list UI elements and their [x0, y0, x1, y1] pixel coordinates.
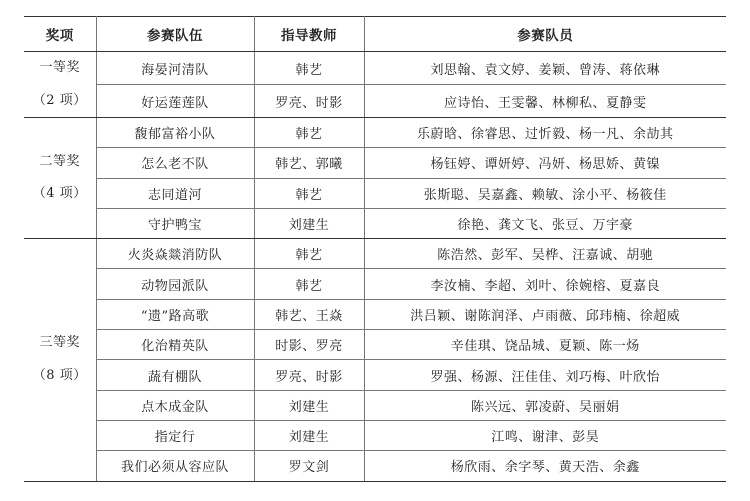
team-name: 怎么老不队: [96, 148, 254, 178]
member-list: 徐艳、龚文飞、张豆、万宇豪: [364, 208, 726, 238]
table-row: [24, 178, 726, 208]
teacher-name: 罗亮、时影: [254, 360, 364, 390]
header-team: 参赛队伍: [96, 17, 254, 52]
table-row: [24, 360, 726, 390]
member-list: 杨欣雨、余字琴、黄天浩、余鑫: [364, 451, 726, 481]
team-name: “遗”路高歌: [96, 299, 254, 329]
teacher-name: 韩艺: [254, 269, 364, 299]
member-list: 江鸣、谢津、彭昊: [364, 420, 726, 450]
teacher-name: 韩艺: [254, 239, 364, 269]
table-row: [24, 451, 726, 481]
team-name: 点木成金队: [96, 390, 254, 420]
member-list: 应诗怡、王雯馨、林柳私、夏静雯: [364, 85, 726, 118]
table-row: [24, 390, 726, 420]
member-list: 杨钰婷、谭妍婷、冯妍、杨思娇、黄镍: [364, 148, 726, 178]
member-list: 陈兴远、郭凌蔚、吴丽娟: [364, 390, 726, 420]
teacher-name: 时影、罗亮: [254, 330, 364, 360]
awards-table-container: [24, 16, 726, 482]
member-list: 陈浩然、彭军、吴桦、汪嘉诚、胡驰: [364, 239, 726, 269]
award-count: （8 项）: [32, 367, 87, 383]
team-name: 我们必须从容应队: [96, 451, 254, 481]
awards-table: [24, 16, 726, 482]
award-name: 一等奖: [39, 60, 80, 75]
teacher-name: 韩艺: [254, 52, 364, 85]
member-list: 刘思翰、袁文婷、姜颖、曾涛、蒋依琳: [364, 52, 726, 85]
award-name: 三等奖: [39, 335, 80, 351]
member-list: 李汝楠、李超、刘叶、徐婉榕、夏嘉良: [364, 269, 726, 299]
member-list: 罗强、杨源、汪佳佳、刘巧梅、叶欣怡: [364, 360, 726, 390]
table-row: [24, 208, 726, 238]
table-row: [24, 239, 726, 269]
member-list: 辛佳琪、饶品城、夏颖、陈一炀: [364, 330, 726, 360]
member-list: 乐蔚晗、徐睿思、过忻毅、杨一凡、余劼其: [364, 118, 726, 148]
award-count: （4 项）: [32, 186, 87, 202]
table-row: [24, 330, 726, 360]
teacher-name: 罗文剑: [254, 451, 364, 481]
team-name: 动物园派队: [96, 269, 254, 299]
team-name: 守护鸭宝: [96, 208, 254, 238]
teacher-name: 刘建生: [254, 390, 364, 420]
member-list: 张斯聪、吴嘉鑫、赖敏、涂小平、杨筱佳: [364, 178, 726, 208]
team-name: 好运莲莲队: [96, 85, 254, 118]
award-name: 二等奖: [39, 153, 80, 169]
teacher-name: 刘建生: [254, 208, 364, 238]
table-row: [24, 85, 726, 118]
award-cell-first: [24, 52, 96, 118]
header-row: [24, 17, 726, 52]
table-row: [24, 52, 726, 85]
team-name: 馥郁富裕小队: [96, 118, 254, 148]
teacher-name: 韩艺: [254, 118, 364, 148]
table-row: [24, 269, 726, 299]
header-teacher: 指导教师: [254, 17, 364, 52]
award-cell-second: [24, 118, 96, 239]
teacher-name: 韩艺: [254, 178, 364, 208]
team-name: 指定行: [96, 420, 254, 450]
header-members: 参赛队员: [364, 17, 726, 52]
team-name: 蔬有棚队: [96, 360, 254, 390]
table-row: [24, 420, 726, 450]
teacher-name: 韩艺、郭曦: [254, 148, 364, 178]
teacher-name: 刘建生: [254, 420, 364, 450]
header-award: 奖项: [24, 17, 96, 52]
teacher-name: 罗亮、时影: [254, 85, 364, 118]
award-count: （2 项）: [32, 92, 87, 108]
team-name: 火炎焱燚消防队: [96, 239, 254, 269]
team-name: 海晏河清队: [96, 52, 254, 85]
team-name: 志同道河: [96, 178, 254, 208]
teacher-name: 韩艺、王焱: [254, 299, 364, 329]
table-row: [24, 299, 726, 329]
table-row: [24, 148, 726, 178]
member-list: 洪吕颖、谢陈润泽、卢雨薇、邱玮楠、徐超威: [364, 299, 726, 329]
award-cell-third: [24, 239, 96, 481]
team-name: 化治精英队: [96, 330, 254, 360]
table-row: [24, 118, 726, 148]
